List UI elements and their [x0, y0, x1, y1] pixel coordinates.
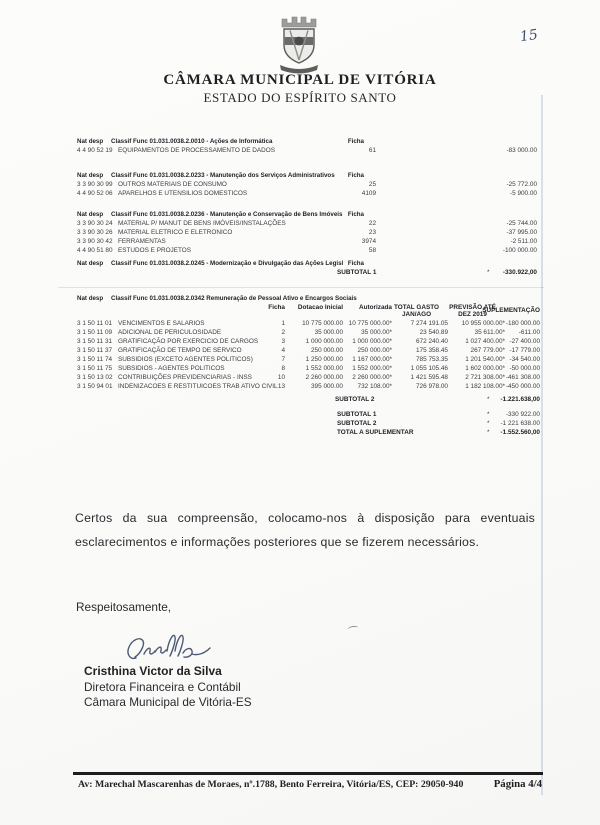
- col-autorizada: Autorizada: [358, 304, 392, 311]
- item-ficha: 61: [368, 147, 376, 154]
- nat-desp-label: Nat desp: [77, 260, 104, 267]
- item-code: 3 3 90 30 42: [77, 238, 113, 245]
- row-dotacao: 35 000.00: [314, 329, 343, 336]
- row-gasto: 785 753.35: [416, 356, 448, 363]
- item-code: 3 3 90 30 26: [77, 229, 113, 236]
- item-value: -100 000.00: [502, 247, 537, 254]
- row-ficha: 10: [277, 374, 285, 381]
- row-ficha: 7: [281, 356, 285, 363]
- total-label: TOTAL A SUPLEMENTAR: [337, 429, 414, 436]
- section-header: [77, 260, 364, 267]
- total-value: -1.552.560,00: [500, 429, 540, 436]
- coat-of-arms-icon: [268, 14, 330, 81]
- classif-func: Classif Func 01.031.0038.2.0233 - Manutenção dos Serviços Administrativos: [111, 172, 335, 179]
- row-dotacao: 395 000.00: [311, 383, 343, 390]
- item-ficha: 58: [368, 247, 376, 254]
- row-previsao: 267 779.00*: [470, 347, 505, 354]
- row-code: 3 1 50 94 01: [77, 383, 113, 390]
- row-code: 3 1 50 11 09: [77, 329, 113, 336]
- row-code: 3 1 50 11 31: [77, 338, 113, 345]
- item-value: -83 000.00: [506, 147, 537, 154]
- row-ficha: 8: [281, 365, 285, 372]
- item-value: -25 744.00: [506, 220, 537, 227]
- row-code: 3 1 50 11 75: [77, 365, 113, 372]
- row-ficha: 4: [281, 347, 285, 354]
- body-paragraph: Certos da sua compreensão, colocamo-nos à disposição para eventuais esclarecimentos e informações posteriores que se fizerem necessários.: [75, 511, 535, 549]
- item-ficha: 23: [368, 229, 376, 236]
- org-subtitle: ESTADO DO ESPÍRITO SANTO: [203, 90, 397, 105]
- item-desc: APARELHOS E UTENSILIOS DOMESTICOS: [118, 190, 248, 197]
- signer-role: Diretora Financeira e Contábil: [84, 680, 241, 694]
- row-code: 3 1 50 11 37: [77, 347, 113, 354]
- row-previsao: 1 182 108.00*: [465, 383, 505, 390]
- item-desc: ESTUDOS E PROJETOS: [118, 247, 192, 254]
- row-ficha: 2: [281, 329, 285, 336]
- asterisk: *: [487, 396, 490, 403]
- row-autorizada: 10 775 000.00*: [348, 320, 392, 327]
- row-gasto: 672 240.40: [416, 338, 448, 345]
- row-suplementacao: -34 540.00: [509, 356, 540, 363]
- row-suplementacao: -50 000.00: [509, 365, 540, 372]
- row-desc: CONTRIBUIÇÕES PREVIDENCIARIAS - INSS: [118, 374, 252, 381]
- row-desc: INDENIZACOES E RESTITUICOES TRAB ATIVO CIVIL: [118, 383, 278, 390]
- footer-rule: [73, 772, 543, 775]
- signer-org: Câmara Municipal de Vitória-ES: [84, 695, 252, 709]
- item-code: 3 3 90 30 24: [77, 220, 113, 227]
- row-autorizada: 250 000.00*: [357, 347, 392, 354]
- row-suplementacao: -27 400.00: [509, 338, 540, 345]
- footer-page-number: Página 4/4: [493, 778, 542, 790]
- row-desc: SUBSIDIOS (EXCETO AGENTES POLITICOS): [118, 356, 253, 363]
- row-dotacao: 1 000 000.00: [305, 338, 343, 345]
- section-header: [77, 138, 364, 145]
- nat-desp-label: Nat desp: [77, 138, 104, 145]
- org-name: CÂMARA MUNICIPAL DE VITÓRIA: [163, 72, 437, 88]
- handwritten-page-number: 15: [518, 26, 539, 46]
- row-suplementacao: -611.00: [518, 329, 540, 336]
- col-ficha: Ficha: [268, 304, 285, 311]
- total-value: -330 922.00: [505, 411, 540, 418]
- row-gasto: 1 421 595.48: [410, 374, 448, 381]
- asterisk: *: [487, 269, 490, 276]
- row-desc: VENCIMENTOS E SALARIOS: [118, 320, 205, 327]
- row-autorizada: 1 167 000.00*: [352, 356, 392, 363]
- ficha-label: Ficha: [347, 211, 364, 218]
- row-dotacao: 1 552 000.00: [305, 365, 343, 372]
- item-desc: OUTROS MATERIAIS DE CONSUMO: [118, 181, 227, 188]
- row-autorizada: 2 260 000.00*: [352, 374, 392, 381]
- row-previsao: 1 602 000.00*: [465, 365, 505, 372]
- item-desc: MATERIAL ELETRICO E ELETRONICO: [118, 229, 233, 236]
- signer-name: Cristhina Victor da Silva: [84, 664, 222, 678]
- item-code: 4 4 90 52 06: [77, 190, 113, 197]
- item-desc: FERRAMENTAS: [118, 238, 166, 245]
- table-header: [77, 295, 457, 302]
- row-gasto: 175 358.45: [416, 347, 448, 354]
- item-code: 4 4 90 51 80: [77, 247, 113, 254]
- item-value: -25 772.00: [506, 181, 537, 188]
- row-desc: GRATIFICAÇÃO POR EXERCICIO DE CARGOS: [118, 338, 259, 345]
- row-dotacao: 2 260 000.00: [305, 374, 343, 381]
- classif-func: Classif Func 01.031.0038.2.0236 - Manutenção e Conservação de Bens Imóveis: [111, 211, 343, 218]
- nat-desp-label: Nat desp: [77, 211, 104, 218]
- col-suplementacao: SUPLEMENTAÇÃO: [482, 307, 540, 314]
- item-value: -5 900.00: [509, 190, 537, 197]
- row-gasto: 7 274 191.05: [410, 320, 448, 327]
- item-desc: MATERIAL P/ MANUT DE BENS IMÓVEIS/INSTALAÇÕES: [118, 220, 286, 227]
- classif-func: Classif Func 01.031.0038.2.0342 Remuneração de Pessoal Ativo e Encargos Sociais: [111, 295, 357, 302]
- row-gasto: 726 978.00: [416, 383, 448, 390]
- row-code: 3 1 50 11 74: [77, 356, 113, 363]
- scan-edge-line: [541, 95, 543, 795]
- item-desc: EQUIPAMENTOS DE PROCESSAMENTO DE DADOS: [118, 147, 275, 154]
- row-autorizada: 732 108.00*: [357, 383, 392, 390]
- col-total-gasto: TOTAL GASTO: [394, 304, 439, 311]
- subtotal-value: -1.221.638,00: [500, 396, 540, 403]
- footer-address: Av: Marechal Mascarenhas de Moraes, nº.1788, Bento Ferreira, Vitória/ES, CEP: 29050-940: [78, 779, 464, 790]
- row-gasto: 1 055 105.46: [410, 365, 448, 372]
- row-previsao: 10 955 000.00*: [461, 320, 505, 327]
- nat-desp-label: Nat desp: [77, 172, 104, 179]
- item-value: -2 511.00: [510, 238, 537, 245]
- row-autorizada: 1 552 000.00*: [352, 365, 392, 372]
- nat-desp-label: Nat desp: [77, 295, 104, 302]
- subtotal-value: -330.922,00: [502, 269, 537, 276]
- row-code: 3 1 50 11 01: [77, 320, 113, 327]
- closing-salutation: Respeitosamente,: [76, 600, 172, 614]
- item-ficha: 22: [368, 220, 376, 227]
- ficha-label: Ficha: [347, 172, 364, 179]
- ficha-label: Ficha: [347, 138, 364, 145]
- total-label: SUBTOTAL 2: [337, 420, 377, 427]
- col-previsao-sub: DEZ 2019: [458, 311, 487, 318]
- item-ficha: 4109: [361, 190, 376, 197]
- col-dotacao-inicial: Dotacao Inicial: [297, 304, 343, 311]
- row-desc: GRATIFICAÇÃO DE TEMPO DE SERVICO: [118, 347, 242, 354]
- col-total-gasto-sub: JAN/AGO: [401, 311, 432, 318]
- total-value: -1 221 638.00: [500, 420, 540, 427]
- section-header: [77, 211, 364, 218]
- row-suplementacao: -17 779.00: [509, 347, 540, 354]
- row-ficha: 13: [277, 383, 285, 390]
- row-autorizada: 1 000 000.00*: [352, 338, 392, 345]
- item-ficha: 25: [368, 181, 376, 188]
- section-header: [77, 172, 364, 179]
- asterisk: *: [487, 429, 490, 436]
- row-dotacao: 10 775 000.00: [302, 320, 343, 327]
- row-previsao: 2 721 308.00*: [465, 374, 505, 381]
- classif-func: Classif Func 01.031.0038.2.0010 - Ações de Informática: [111, 138, 273, 145]
- asterisk: *: [487, 420, 490, 427]
- pen-mark: [348, 625, 359, 631]
- row-gasto: 23 540.89: [419, 329, 448, 336]
- col-previsao: PREVISÃO ATÉ: [449, 304, 496, 311]
- item-code: 3 3 90 30 99: [77, 181, 113, 188]
- total-label: SUBTOTAL 1: [337, 411, 377, 418]
- ficha-label: Ficha: [347, 260, 364, 267]
- row-ficha: 3: [281, 338, 285, 345]
- row-dotacao: 250 000.00: [311, 347, 343, 354]
- subtotal-label: SUBTOTAL 2: [335, 396, 375, 403]
- row-previsao: 1 027 400.00*: [465, 338, 505, 345]
- asterisk: *: [487, 411, 490, 418]
- row-suplementacao: -461 308.00: [505, 374, 540, 381]
- divider: [58, 287, 544, 288]
- item-code: 4 4 90 52 19: [77, 147, 113, 154]
- row-previsao: 1 201 540.00*: [465, 356, 505, 363]
- row-code: 3 1 50 13 02: [77, 374, 113, 381]
- row-suplementacao: -180 000.00: [505, 320, 540, 327]
- row-suplementacao: -450 000.00: [505, 383, 540, 390]
- row-dotacao: 1 250 000.00: [305, 356, 343, 363]
- row-desc: ADICIONAL DE PERICULOSIDADE: [118, 329, 222, 336]
- row-ficha: 1: [281, 320, 285, 327]
- classif-func: Classif Func 01.031.0038.2.0245 - Modernização e Divulgação das Ações Legisl: [111, 260, 344, 267]
- item-ficha: 3974: [361, 238, 376, 245]
- item-value: -37 995.00: [506, 229, 537, 236]
- row-desc: SUBSIDIOS - AGENTES POLITICOS: [118, 365, 225, 372]
- row-previsao: 35 611.00*: [474, 329, 505, 336]
- row-autorizada: 35 000.00*: [361, 329, 392, 336]
- subtotal-label: SUBTOTAL 1: [337, 269, 377, 276]
